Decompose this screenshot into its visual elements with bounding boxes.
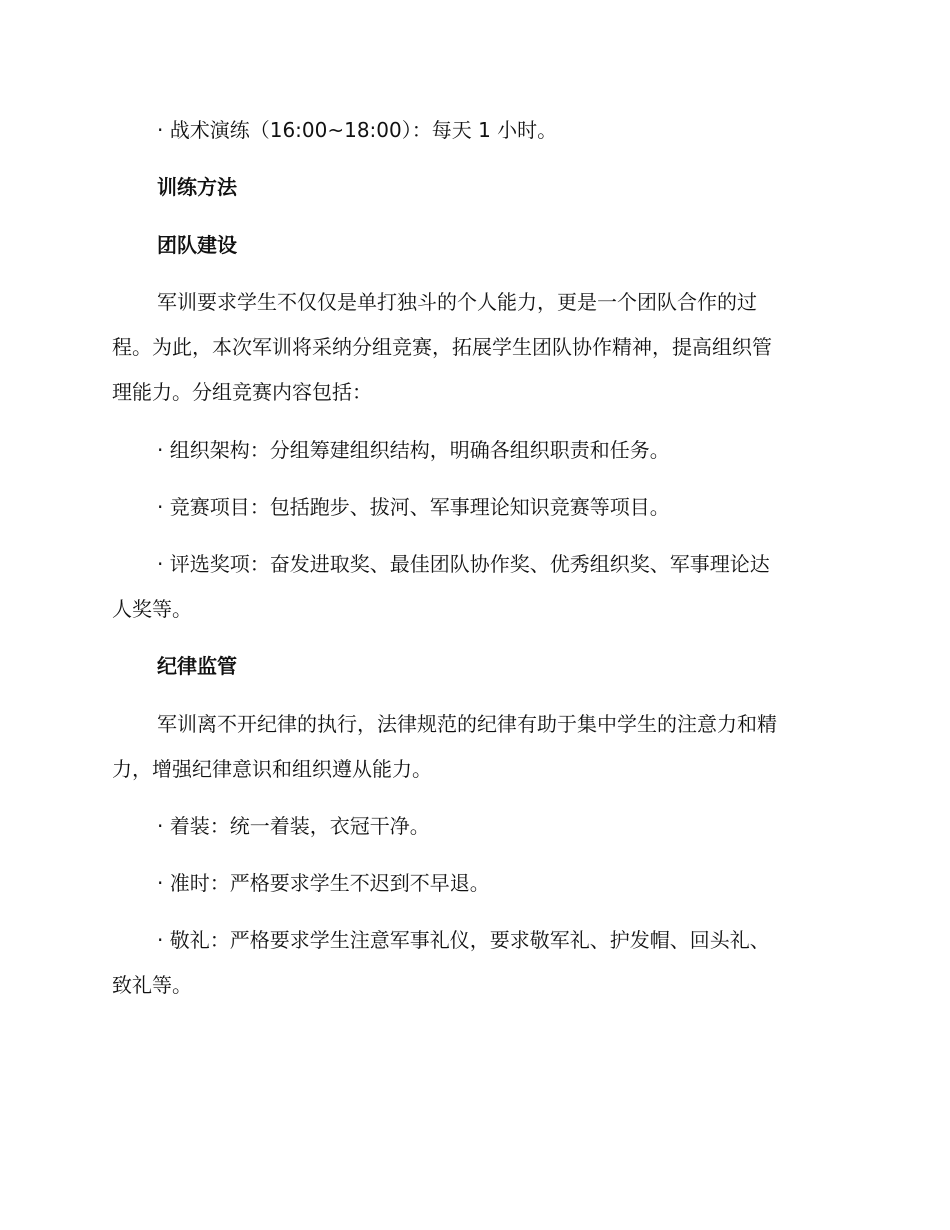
paragraph-team-line-3: 理能力。分组竞赛内容包括： — [112, 380, 372, 404]
bullet-tactical-drill: · 战术演练（16:00~18:00）：每天 1 小时。 — [157, 118, 558, 142]
paragraph-team-line-1: 军训要求学生不仅仅是单打独斗的个人能力，更是一个团队合作的过 — [157, 290, 757, 314]
bullet-organization: · 组织架构：分组筹建组织结构，明确各组织职责和任务。 — [157, 438, 670, 462]
bullet-competition-items: · 竞赛项目：包括跑步、拔河、军事理论知识竞赛等项目。 — [157, 495, 670, 519]
paragraph-team-line-2: 程。为此，本次军训将采纳分组竞赛，拓展学生团队协作精神，提高组织管 — [112, 335, 772, 359]
bullet-punctuality: · 准时：严格要求学生不迟到不早退。 — [157, 871, 490, 895]
bullet-awards-line-2: 人奖等。 — [112, 597, 192, 621]
bullet-salute-line-2: 致礼等。 — [112, 973, 192, 997]
paragraph-discipline-line-2: 力，增强纪律意识和组织遵从能力。 — [112, 757, 432, 781]
bullet-awards-line-1: · 评选奖项：奋发进取奖、最佳团队协作奖、优秀组织奖、军事理论达 — [157, 552, 770, 576]
heading-training-methods: 训练方法 — [157, 175, 237, 199]
paragraph-discipline-line-1: 军训离不开纪律的执行，法律规范的纪律有助于集中学生的注意力和精 — [157, 712, 777, 736]
bullet-dress: · 着装：统一着装，衣冠干净。 — [157, 814, 430, 838]
heading-team-building: 团队建设 — [157, 233, 237, 257]
heading-discipline: 纪律监管 — [157, 654, 237, 678]
bullet-salute-line-1: · 敬礼：严格要求学生注意军事礼仪，要求敬军礼、护发帽、回头礼、 — [157, 928, 770, 952]
